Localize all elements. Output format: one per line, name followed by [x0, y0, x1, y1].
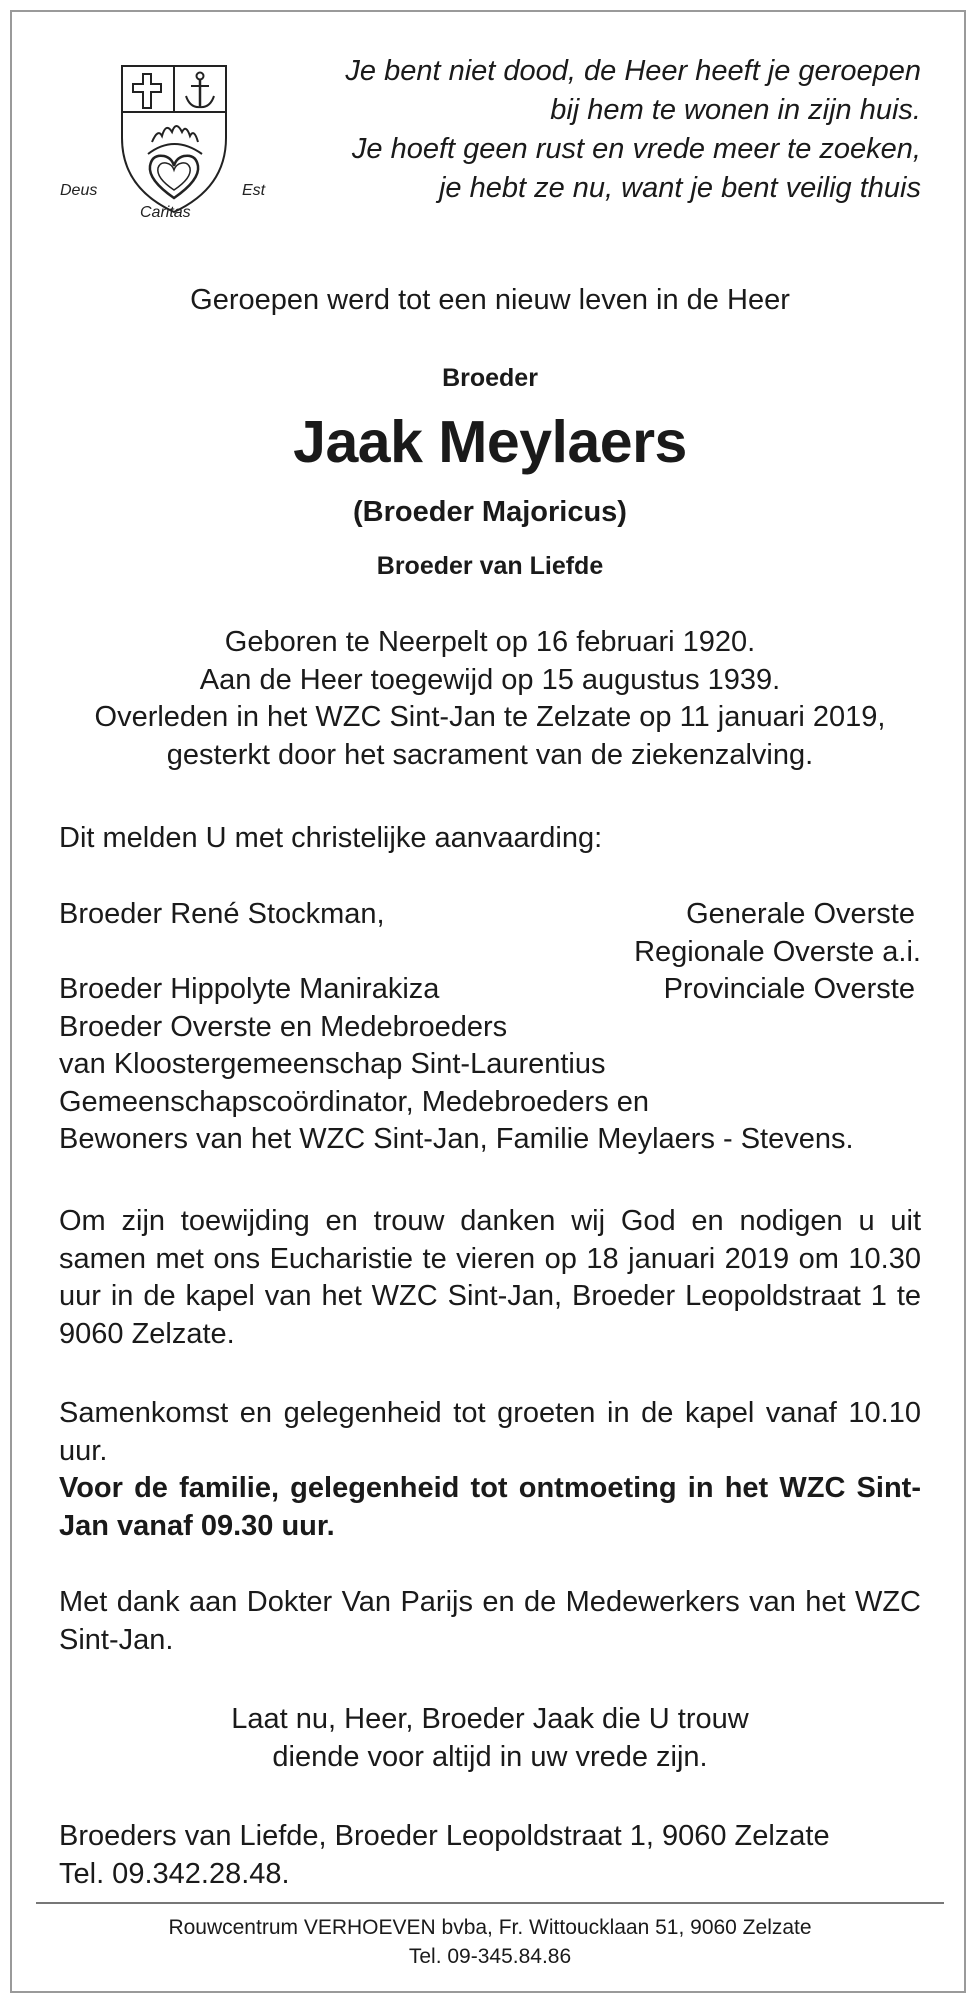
gathering-block — [59, 1395, 921, 1545]
honorific: Broeder — [442, 364, 538, 392]
signer-row — [59, 934, 921, 972]
signer-row — [59, 1121, 921, 1159]
signer-row — [59, 971, 921, 1009]
signer-row — [59, 896, 921, 934]
footer-line: Rouwcentrum VERHOEVEN bvba, Fr. Wittoucklaan 51, 9060 Zelzate — [168, 1916, 812, 1939]
fact-line: Aan de Heer toegewijd op 15 augustus 1939. — [199, 663, 781, 696]
signer-role: Provinciale Overste — [663, 973, 915, 1005]
funeral-home-footer — [0, 1913, 980, 1971]
called-line: Geroepen werd tot een nieuw leven in de Heer — [190, 284, 790, 316]
mass-paragraph: Om zijn toewijding en trouw danken wij God en nodigen u uit samen met ons Eucharistie te vieren op 18 januari 2019 om 10.30 uur in de kapel van het WZC Sint-Jan, Broeder Leopoldstraat 1 te 9060 Zelzate. — [59, 1205, 921, 1350]
signer-row — [59, 1084, 921, 1122]
deceased-name: Jaak Meylaers — [293, 409, 687, 475]
motto-right: Est — [242, 182, 266, 199]
motto-center: Caritas — [140, 204, 191, 221]
phone-line: Tel. 09.342.28.48. — [59, 1857, 290, 1890]
prayer-line: diende voor altijd in uw vrede zijn. — [272, 1741, 708, 1773]
poem-line: je hebt ze nu, want je bent veilig thuis — [438, 172, 921, 204]
poem — [281, 52, 921, 208]
address-line: Broeders van Liefde, Broeder Leopoldstraat 1, 9060 Zelzate — [59, 1820, 830, 1852]
signer-name: Broeder Hippolyte Manirakiza — [59, 973, 440, 1005]
signer-name: van Kloostergemeenschap Sint-Laurentius — [59, 1048, 606, 1080]
signer-name: Bewoners van het WZC Sint-Jan, Familie Meylaers - Stevens. — [59, 1123, 854, 1155]
religious-order: Broeder van Liefde — [376, 552, 604, 580]
signer-role — [915, 1084, 921, 1122]
poem-line: Je hoeft geen rust en vrede meer te zoeken, — [351, 133, 921, 165]
motto-left: Deus — [60, 182, 98, 199]
footer-divider — [36, 1902, 944, 1904]
signer-role — [915, 1009, 921, 1047]
closing-prayer — [0, 1700, 980, 1776]
poem-line: Je bent niet dood, de Heer heeft je geroepen — [345, 55, 921, 87]
signer-role — [915, 1046, 921, 1084]
signer-role: Regionale Overste a.i. — [634, 935, 921, 968]
religious-name: (Broeder Majoricus) — [353, 496, 627, 528]
contact-address — [59, 1818, 921, 1893]
signer-name: Broeder Overste en Medebroeders — [59, 1010, 508, 1043]
signer-role — [915, 1121, 921, 1159]
signer-name: Broeder René Stockman, — [59, 898, 385, 930]
coat-of-arms — [56, 60, 276, 230]
footer-line: Tel. 09-345.84.86 — [408, 1945, 572, 1968]
thanks-paragraph: Met dank aan Dokter Van Parijs en de Medewerkers van het WZC Sint-Jan. — [59, 1586, 921, 1656]
signers-list — [59, 896, 921, 1159]
fact-line: Geboren te Neerpelt op 16 februari 1920. — [224, 626, 756, 658]
signer-role: Generale Overste — [686, 898, 915, 930]
prayer-line: Laat nu, Heer, Broeder Jaak die U trouw — [231, 1703, 749, 1735]
signer-name: Gemeenschapscoördinator, Medebroeders en — [59, 1085, 650, 1118]
signer-row — [59, 1046, 921, 1084]
announcement: Dit melden U met christelijke aanvaarding: — [59, 822, 603, 854]
family-paragraph: Voor de familie, gelegenheid tot ontmoeting in het WZC Sint-Jan vanaf 09.30 uur. — [59, 1472, 921, 1542]
life-facts — [0, 624, 980, 774]
signer-row — [59, 1009, 921, 1047]
poem-line: bij hem te wonen in zijn huis. — [550, 94, 921, 126]
gathering-paragraph: Samenkomst en gelegenheid tot groeten in de kapel vanaf 10.10 uur. — [59, 1397, 921, 1467]
fact-line: gesterkt door het sacrament van de ziekenzalving. — [166, 738, 814, 771]
fact-line: Overleden in het WZC Sint-Jan te Zelzate op 11 januari 2019, — [94, 701, 886, 733]
